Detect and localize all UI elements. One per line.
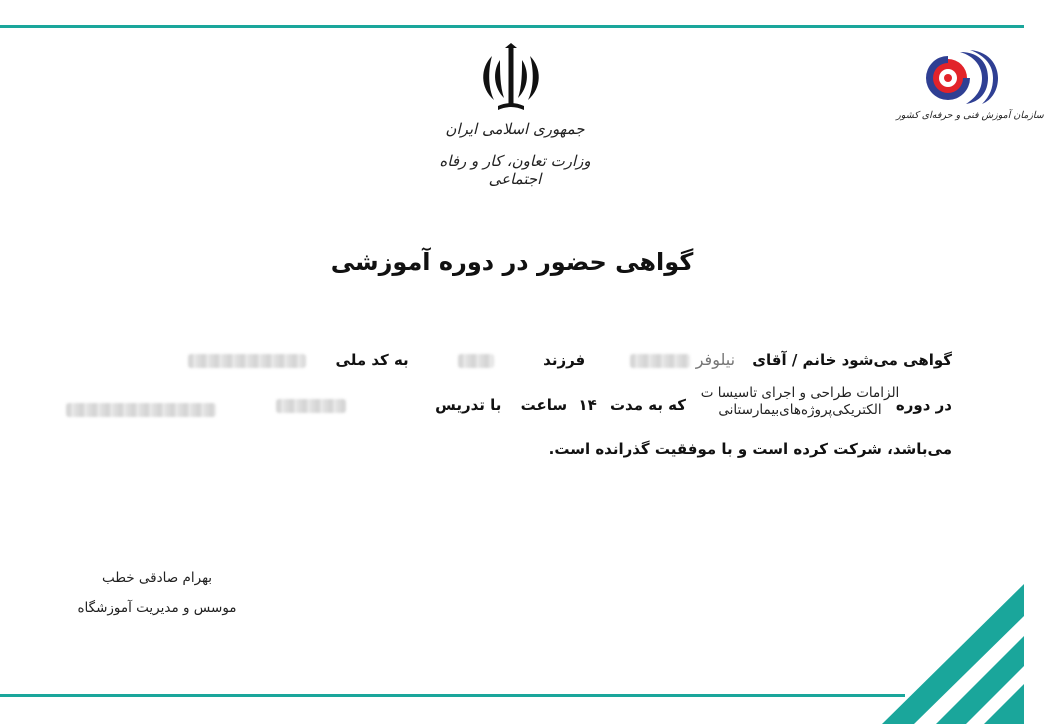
hours-unit: ساعت <box>520 396 568 414</box>
signer-role: موسس و مدیریت آموزشگاه <box>77 600 237 616</box>
gov-line-1: جمهوری اسلامی ایران <box>445 120 585 138</box>
tvto-logo-icon <box>926 48 998 106</box>
teacher-name-part-redacted <box>276 399 346 413</box>
org-name: سازمان آموزش فنی و حرفه‌ای کشور <box>896 110 1044 121</box>
iran-emblem-icon <box>478 42 544 114</box>
teacher-label: با تدریس <box>435 396 502 414</box>
body-line-3: می‌باشد، شرکت کرده است و با موفقیت گذرانده است. <box>548 440 952 458</box>
national-id-redacted <box>188 354 306 368</box>
line1-prefix: گواهی می‌شود خانم / آقای <box>752 351 952 369</box>
course-name <box>700 385 900 419</box>
body-line-1 <box>188 350 952 369</box>
certificate-title: گواهی حضور در دوره آموزشی <box>330 248 694 276</box>
teacher-name-redacted <box>66 403 216 417</box>
course-name-line-2: الکتریکی‌پروژه‌های‌بیمارستانی <box>718 402 882 418</box>
top-border-line <box>0 25 1024 28</box>
child-of-label: فرزند <box>543 351 586 369</box>
last-name-redacted <box>630 354 690 368</box>
first-name: نیلوفر <box>695 350 736 369</box>
signer-name: بهرام صادقی خطب <box>101 570 213 586</box>
course-name-line-1: الزامات طراحی و اجرای تاسیسا ت <box>700 385 900 401</box>
hours-value: ۱۴ <box>578 396 597 414</box>
father-name-redacted <box>458 354 494 368</box>
corner-stripes-decoration <box>764 524 1024 724</box>
gov-line-2: وزارت تعاون، کار و رفاه اجتماعی <box>439 152 591 188</box>
duration-prefix: که به مدت <box>609 396 686 414</box>
national-id-label: به کد ملی <box>335 351 409 369</box>
course-label: در دوره <box>895 396 952 414</box>
duration-text <box>435 396 686 414</box>
